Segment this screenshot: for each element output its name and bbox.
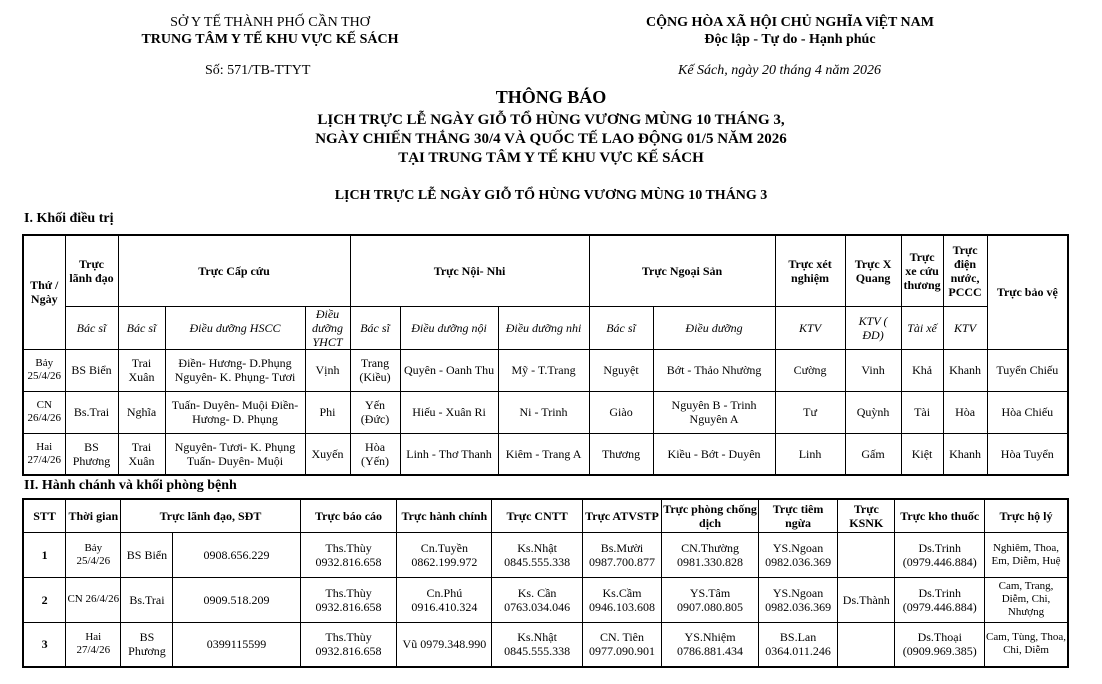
col-admin: Trực hành chính: [397, 499, 492, 532]
col-ambulance: Trực xe cứu thương: [901, 235, 943, 306]
cell-stt: 2: [23, 577, 66, 622]
cell-leader: BS Biển: [65, 349, 118, 391]
cell-admin: Cn.Tuyền 0862.199.972: [397, 532, 492, 577]
cell-ksnk: [838, 532, 895, 577]
cell-in-doctor: Hòa (Yến): [350, 433, 400, 475]
cell-su-nurse: Nguyên B - Trinh Nguyên A: [653, 391, 775, 433]
cell-em-yhct: Xuyến: [305, 433, 350, 475]
cell-report: Ths.Thùy 0932.816.658: [300, 622, 397, 667]
cell-day: CN 26/4/26: [23, 391, 65, 433]
cell-food: Bs.Mười 0987.700.877: [582, 532, 661, 577]
org-line2: TRUNG TÂM Y TẾ KHU VỰC KẾ SÁCH: [141, 32, 399, 47]
cell-leader-name: Bs.Trai: [121, 577, 173, 622]
cell-leader: BS Phương: [65, 433, 118, 475]
issuing-organization: [100, 14, 440, 48]
cell-leader: Bs.Trai: [65, 391, 118, 433]
col-report: Trực báo cáo: [300, 499, 397, 532]
table-row: [23, 577, 1068, 622]
cell-it: Ks.Nhật 0845.555.338: [492, 532, 583, 577]
cell-admin: Cn.Phú 0916.410.324: [397, 577, 492, 622]
cell-em-nurse: Điền- Hương- D.Phụng Nguyên- K. Phụng- Tươi: [165, 349, 305, 391]
sub-su-doctor: Bác sĩ: [589, 306, 653, 349]
col-security: Trực bảo vệ: [987, 235, 1068, 349]
col-food-safety: Trực ATVSTP: [582, 499, 661, 532]
col-stt: STT: [23, 499, 66, 532]
cell-time: CN 26/4/26: [66, 577, 121, 622]
table-header-row: [23, 235, 1068, 306]
cell-it: Ks.Nhật 0845.555.338: [492, 622, 583, 667]
cell-em-nurse: Tuấn- Duyên- Muội Điền- Hương- D. Phụng: [165, 391, 305, 433]
sub-xray: KTV ( ĐD): [845, 306, 901, 349]
nation-line1: CỘNG HÒA XÃ HỘI CHỦ NGHĨA ViỆT NAM: [646, 15, 934, 30]
cell-em-yhct: Phi: [305, 391, 350, 433]
cell-em-nurse: Nguyên- Tươi- K. Phụng Tuấn- Duyên- Muội: [165, 433, 305, 475]
place-date: Kế Sách, ngày 20 tháng 4 năm 2026: [678, 63, 881, 78]
cell-in-peds: Mỹ - T.Trang: [498, 349, 589, 391]
cell-food: CN. Tiên 0977.090.901: [582, 622, 661, 667]
cell-xray: Vinh: [845, 349, 901, 391]
col-leader-phone: Trực lãnh đạo, SĐT: [121, 499, 300, 532]
cell-em-doctor: Trai Xuân: [118, 349, 165, 391]
cell-security: Hòa Chiếu: [987, 391, 1068, 433]
table-row: [23, 433, 1068, 475]
cell-ambulance: Tài: [901, 391, 943, 433]
cell-pharmacy: Ds.Trinh (0979.446.884): [895, 577, 985, 622]
col-pharmacy: Trực kho thuốc: [895, 499, 985, 532]
org-line1: SỞ Y TẾ THÀNH PHỐ CẦN THƠ: [170, 15, 370, 30]
cell-ksnk: [838, 622, 895, 667]
cell-utility: Khanh: [943, 433, 987, 475]
col-prevention: Trực phòng chống dịch: [662, 499, 759, 532]
sub-in-doctor: Bác sĩ: [350, 306, 400, 349]
schedule-subtitle: LỊCH TRỰC LỄ NGÀY GIỖ TỔ HÙNG VƯƠNG MÙNG 10 THÁNG 3: [334, 188, 768, 203]
cell-in-peds: Ni - Trinh: [498, 391, 589, 433]
document-number: Số: 571/TB-TTYT: [205, 63, 311, 78]
table-header-row: [23, 499, 1068, 532]
treatment-duty-table: [22, 234, 1069, 476]
section1-title: I. Khối điều trị: [24, 211, 114, 226]
col-day: Thứ / Ngày: [23, 235, 65, 349]
sub-su-nurse: Điều dưỡng: [653, 306, 775, 349]
col-time: Thời gian: [66, 499, 121, 532]
cell-prevention: YS.Tâm 0907.080.805: [662, 577, 759, 622]
cell-time: Bảy 25/4/26: [66, 532, 121, 577]
col-utility: Trực điện nước, PCCC: [943, 235, 987, 306]
cell-admin: Vũ 0979.348.990: [397, 622, 492, 667]
admin-duty-table: [22, 498, 1069, 668]
cell-day: Bảy 25/4/26: [23, 349, 65, 391]
col-ksnk: Trực KSNK: [838, 499, 895, 532]
cell-xray: Gấm: [845, 433, 901, 475]
cell-nursing: Nghiêm, Thoa, Em, Diễm, Huệ: [985, 532, 1068, 577]
cell-ambulance: Kiệt: [901, 433, 943, 475]
table-subheader-row: [23, 306, 1068, 349]
sub-in-peds: Điều dưỡng nhi: [498, 306, 589, 349]
table-row: [23, 532, 1068, 577]
document-title: THÔNG BÁO: [495, 87, 607, 107]
cell-vaccine: YS.Ngoan 0982.036.369: [758, 577, 837, 622]
cell-it: Ks. Cần 0763.034.046: [492, 577, 583, 622]
cell-lab: Linh: [775, 433, 845, 475]
col-surgery-obstetrics: Trực Ngoại Sản: [589, 235, 775, 306]
cell-su-doctor: Thương: [589, 433, 653, 475]
cell-utility: Khanh: [943, 349, 987, 391]
cell-prevention: CN.Thường 0981.330.828: [662, 532, 759, 577]
title-line3: TẠI TRUNG TÂM Y TẾ KHU VỰC KẾ SÁCH: [398, 150, 704, 166]
cell-su-nurse: Bớt - Thảo Nhường: [653, 349, 775, 391]
cell-su-doctor: Nguyệt: [589, 349, 653, 391]
national-motto: [600, 14, 980, 48]
cell-pharmacy: Ds.Trinh (0979.446.884): [895, 532, 985, 577]
cell-in-doctor: Trang (Kiều): [350, 349, 400, 391]
cell-stt: 3: [23, 622, 66, 667]
title-line1: LỊCH TRỰC LỄ NGÀY GIỖ TỔ HÙNG VƯƠNG MÙNG 10 THÁNG 3,: [317, 112, 785, 128]
cell-em-yhct: Vịnh: [305, 349, 350, 391]
cell-su-nurse: Kiều - Bớt - Duyên: [653, 433, 775, 475]
cell-in-nurse: Linh - Thơ Thanh: [400, 433, 498, 475]
cell-leader-name: BS Phương: [121, 622, 173, 667]
cell-in-peds: Kiêm - Trang A: [498, 433, 589, 475]
col-leader: Trực lãnh đạo: [65, 235, 118, 306]
cell-pharmacy: Ds.Thoại (0909.969.385): [895, 622, 985, 667]
cell-vaccine: BS.Lan 0364.011.246: [758, 622, 837, 667]
cell-prevention: YS.Nhiệm 0786.881.434: [662, 622, 759, 667]
nation-line2: Độc lập - Tự do - Hạnh phúc: [704, 32, 876, 47]
section2-title: II. Hành chánh và khối phòng bệnh: [24, 478, 237, 493]
col-lab: Trực xét nghiệm: [775, 235, 845, 306]
cell-leader-phone: 0909.518.209: [173, 577, 300, 622]
cell-utility: Hòa: [943, 391, 987, 433]
sub-ambulance: Tài xế: [901, 306, 943, 349]
cell-em-doctor: Trai Xuân: [118, 433, 165, 475]
sub-lab: KTV: [775, 306, 845, 349]
table-row: [23, 391, 1068, 433]
cell-time: Hai 27/4/26: [66, 622, 121, 667]
cell-security: Hòa Tuyển: [987, 433, 1068, 475]
sub-em-yhct: Điều dưỡng YHCT: [305, 306, 350, 349]
cell-stt: 1: [23, 532, 66, 577]
cell-report: Ths.Thùy 0932.816.658: [300, 577, 397, 622]
cell-security: Tuyển Chiếu: [987, 349, 1068, 391]
col-internal-pediatrics: Trực Nội- Nhi: [350, 235, 589, 306]
col-xray: Trực X Quang: [845, 235, 901, 306]
cell-nursing: Cam, Tùng, Thoa, Chi, Diễm: [985, 622, 1068, 667]
cell-em-doctor: Nghĩa: [118, 391, 165, 433]
sub-utility: KTV: [943, 306, 987, 349]
cell-ambulance: Khả: [901, 349, 943, 391]
cell-in-doctor: Yến (Đức): [350, 391, 400, 433]
cell-lab: Tư: [775, 391, 845, 433]
cell-in-nurse: Quyên - Oanh Thu: [400, 349, 498, 391]
sub-em-nurse: Điều dưỡng HSCC: [165, 306, 305, 349]
cell-lab: Cường: [775, 349, 845, 391]
cell-su-doctor: Giào: [589, 391, 653, 433]
col-emergency: Trực Cấp cứu: [118, 235, 350, 306]
title-line2: NGÀY CHIẾN THẮNG 30/4 VÀ QUỐC TẾ LAO ĐỘNG 01/5 NĂM 2026: [315, 131, 787, 147]
col-it: Trực CNTT: [492, 499, 583, 532]
col-nursing: Trực hộ lý: [985, 499, 1068, 532]
sub-leader: Bác sĩ: [65, 306, 118, 349]
cell-food: Ks.Cầm 0946.103.608: [582, 577, 661, 622]
cell-leader-phone: 0908.656.229: [173, 532, 300, 577]
cell-nursing: Cam, Trang, Diễm, Chi, Nhượng: [985, 577, 1068, 622]
cell-leader-phone: 0399115599: [173, 622, 300, 667]
cell-vaccine: YS.Ngoan 0982.036.369: [758, 532, 837, 577]
table-row: [23, 622, 1068, 667]
cell-day: Hai 27/4/26: [23, 433, 65, 475]
cell-leader-name: BS Biển: [121, 532, 173, 577]
cell-in-nurse: Hiếu - Xuân Ri: [400, 391, 498, 433]
cell-ksnk: Ds.Thành: [838, 577, 895, 622]
cell-xray: Quỳnh: [845, 391, 901, 433]
cell-report: Ths.Thùy 0932.816.658: [300, 532, 397, 577]
table-row: [23, 349, 1068, 391]
col-vaccine: Trực tiêm ngừa: [758, 499, 837, 532]
sub-em-doctor: Bác sĩ: [118, 306, 165, 349]
sub-in-nurse: Điều dưỡng nội: [400, 306, 498, 349]
